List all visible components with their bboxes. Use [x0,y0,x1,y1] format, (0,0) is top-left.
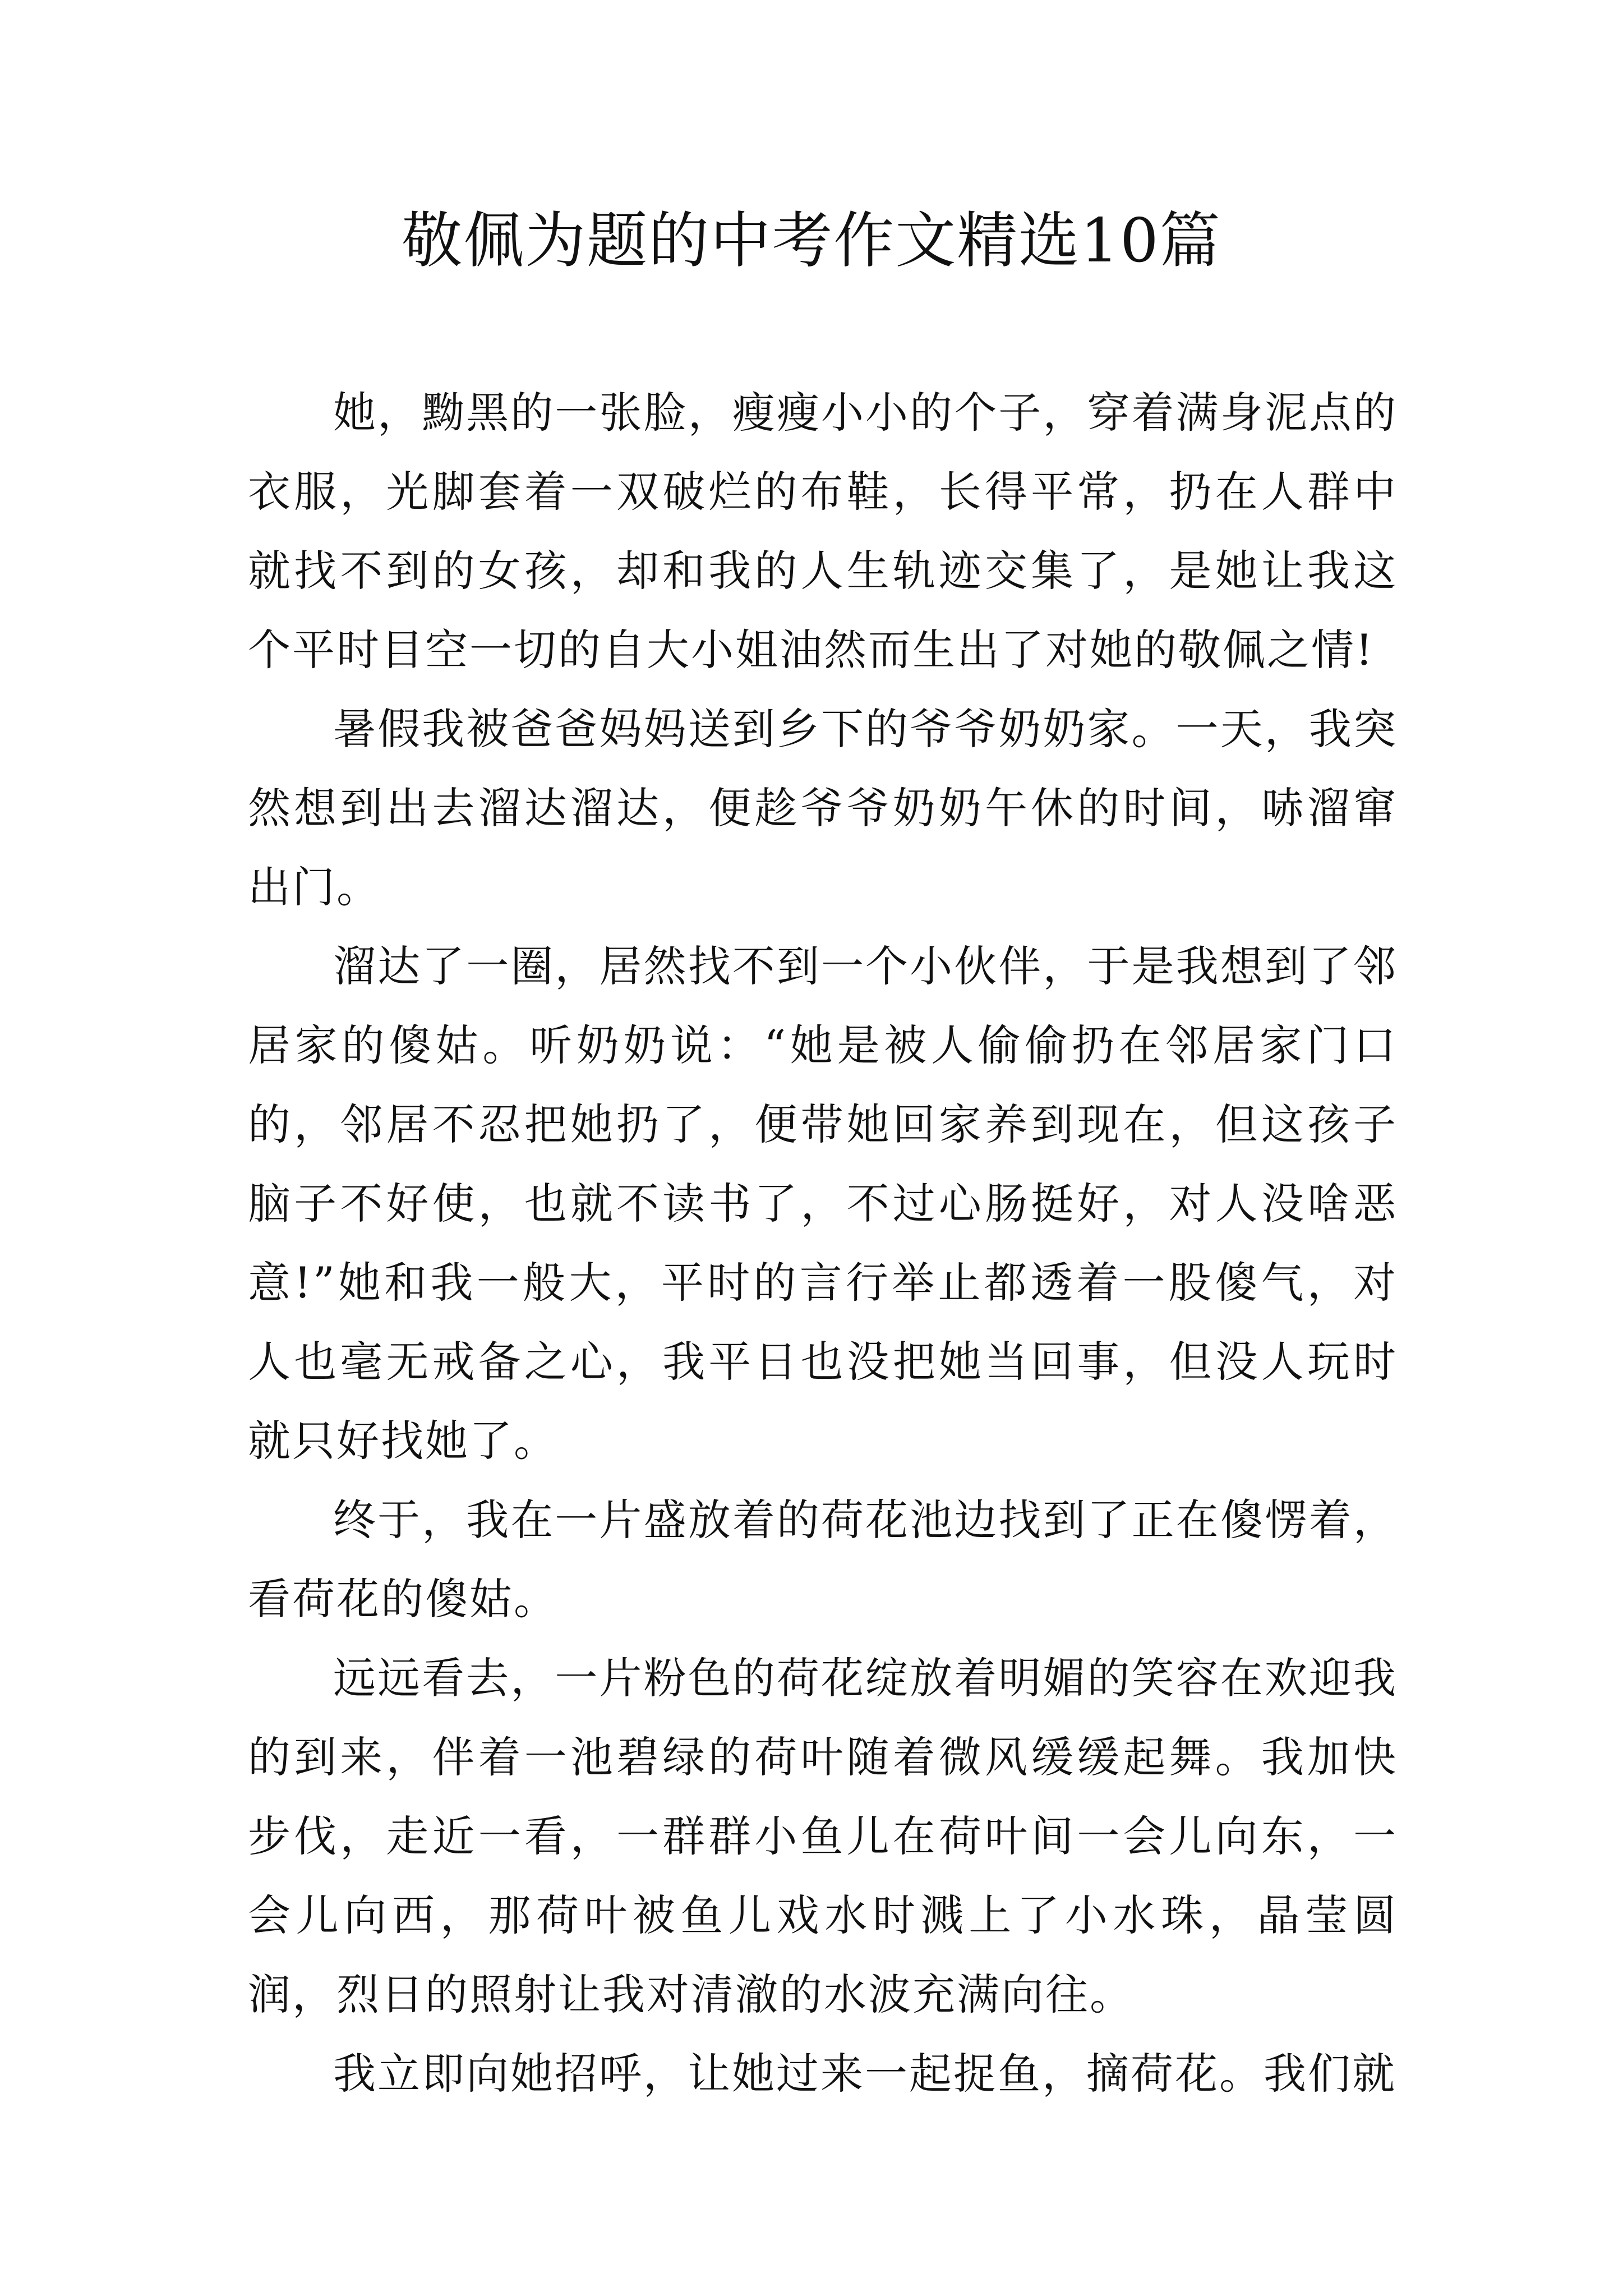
document-body [248,373,1398,2113]
paragraph: 暑假我被爸爸妈妈送到乡下的爷爷奶奶家。一天，我突然想到出去溜达溜达，便趁爷爷奶奶午休的时间，哧溜窜出门。 [248,704,1398,912]
paragraph: 她，黝黑的一张脸，瘦瘦小小的个子，穿着满身泥点的衣服，光脚套着一双破烂的布鞋，长得平常，扔在人群中就找不到的女孩，却和我的人生轨迹交集了，是她让我这个平时目空一切的自大小姐油然而生出了对她的敬佩之情! [248,388,1398,675]
paragraph: 我立即向她招呼，让她过来一起捉鱼，摘荷花。我们就 [333,2049,1396,2099]
paragraph: 溜达了一圈，居然找不到一个小伙伴，于是我想到了邻居家的傻姑。听奶奶说：“她是被人偷偷扔在邻居家门口的，邻居不忍把她扔了，便带她回家养到现在，但这孩子脑子不好使，也就不读书了，不过心肠挺好，对人没啥恶意!”她和我一般大，平时的言行举止都透着一股傻气，对人也毫无戒备之心，我平日也没把她当回事，但没人玩时就只好找她了。 [248,941,1398,1466]
paragraph: 终于，我在一片盛放着的荷花池边找到了正在傻愣着，看荷花的傻姑。 [248,1495,1398,1624]
document-title: 敬佩为题的中考作文精选10篇 [402,206,1221,276]
paragraph: 远远看去，一片粉色的荷花绽放着明媚的笑容在欢迎我的到来，伴着一池碧绿的荷叶随着微风缓缓起舞。我加快步伐，走近一看，一群群小鱼儿在荷叶间一会儿向东，一会儿向西，那荷叶被鱼儿戏水时溅上了小水珠，晶莹圆润，烈日的照射让我对清澈的水波充满向往。 [248,1653,1398,2019]
